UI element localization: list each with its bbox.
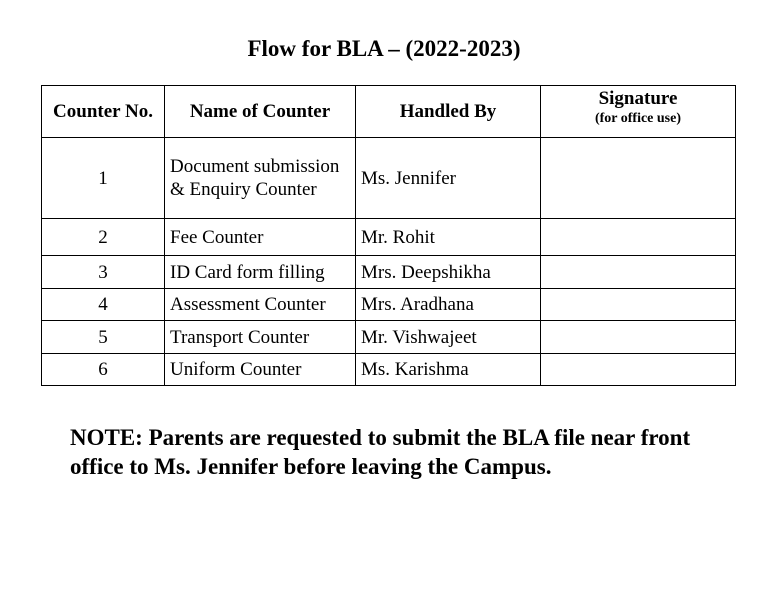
header-handled-by: Handled By xyxy=(356,86,541,138)
table-row xyxy=(42,289,736,321)
handled-by-cell: Mr. Vishwajeet xyxy=(356,321,541,354)
signature-cell xyxy=(541,289,736,321)
counter-name-cell: ID Card form filling xyxy=(165,256,356,289)
table-header-row xyxy=(42,86,736,138)
counter-number-cell: 4 xyxy=(42,289,165,321)
counter-number-cell: 2 xyxy=(42,219,165,256)
parents-note: NOTE: Parents are requested to submit the BLA file near front office to Ms. Jennifer before leaving the Campus. xyxy=(70,425,691,479)
counter-flow-table xyxy=(41,85,736,386)
header-signature xyxy=(541,86,736,138)
signature-cell xyxy=(541,256,736,289)
counter-number-cell: 5 xyxy=(42,321,165,354)
signature-cell xyxy=(541,219,736,256)
table-row xyxy=(42,321,736,354)
counter-number-cell: 1 xyxy=(42,138,165,219)
header-name-of-counter: Name of Counter xyxy=(165,86,356,138)
counter-name-cell: Fee Counter xyxy=(165,219,356,256)
counter-number-cell: 6 xyxy=(42,354,165,386)
header-counter-no: Counter No. xyxy=(42,86,165,138)
table-row xyxy=(42,256,736,289)
counter-name-cell: Uniform Counter xyxy=(165,354,356,386)
counter-name-cell: Transport Counter xyxy=(165,321,356,354)
table-row xyxy=(42,138,736,219)
signature-cell xyxy=(541,354,736,386)
handled-by-cell: Mrs. Aradhana xyxy=(356,289,541,321)
table-row xyxy=(42,219,736,256)
counter-name-cell: Document submission & Enquiry Counter xyxy=(165,138,356,219)
handled-by-cell: Mr. Rohit xyxy=(356,219,541,256)
header-signature-label: Signature xyxy=(598,88,678,109)
page-title: Flow for BLA – (2022-2023) xyxy=(247,36,521,61)
handled-by-cell: Mrs. Deepshikha xyxy=(356,256,541,289)
table-row xyxy=(42,354,736,386)
counter-name-cell: Assessment Counter xyxy=(165,289,356,321)
signature-cell xyxy=(541,138,736,219)
header-signature-sub: (for office use) xyxy=(594,111,682,126)
signature-cell xyxy=(541,321,736,354)
handled-by-cell: Ms. Karishma xyxy=(356,354,541,386)
handled-by-cell: Ms. Jennifer xyxy=(356,138,541,219)
counter-number-cell: 3 xyxy=(42,256,165,289)
